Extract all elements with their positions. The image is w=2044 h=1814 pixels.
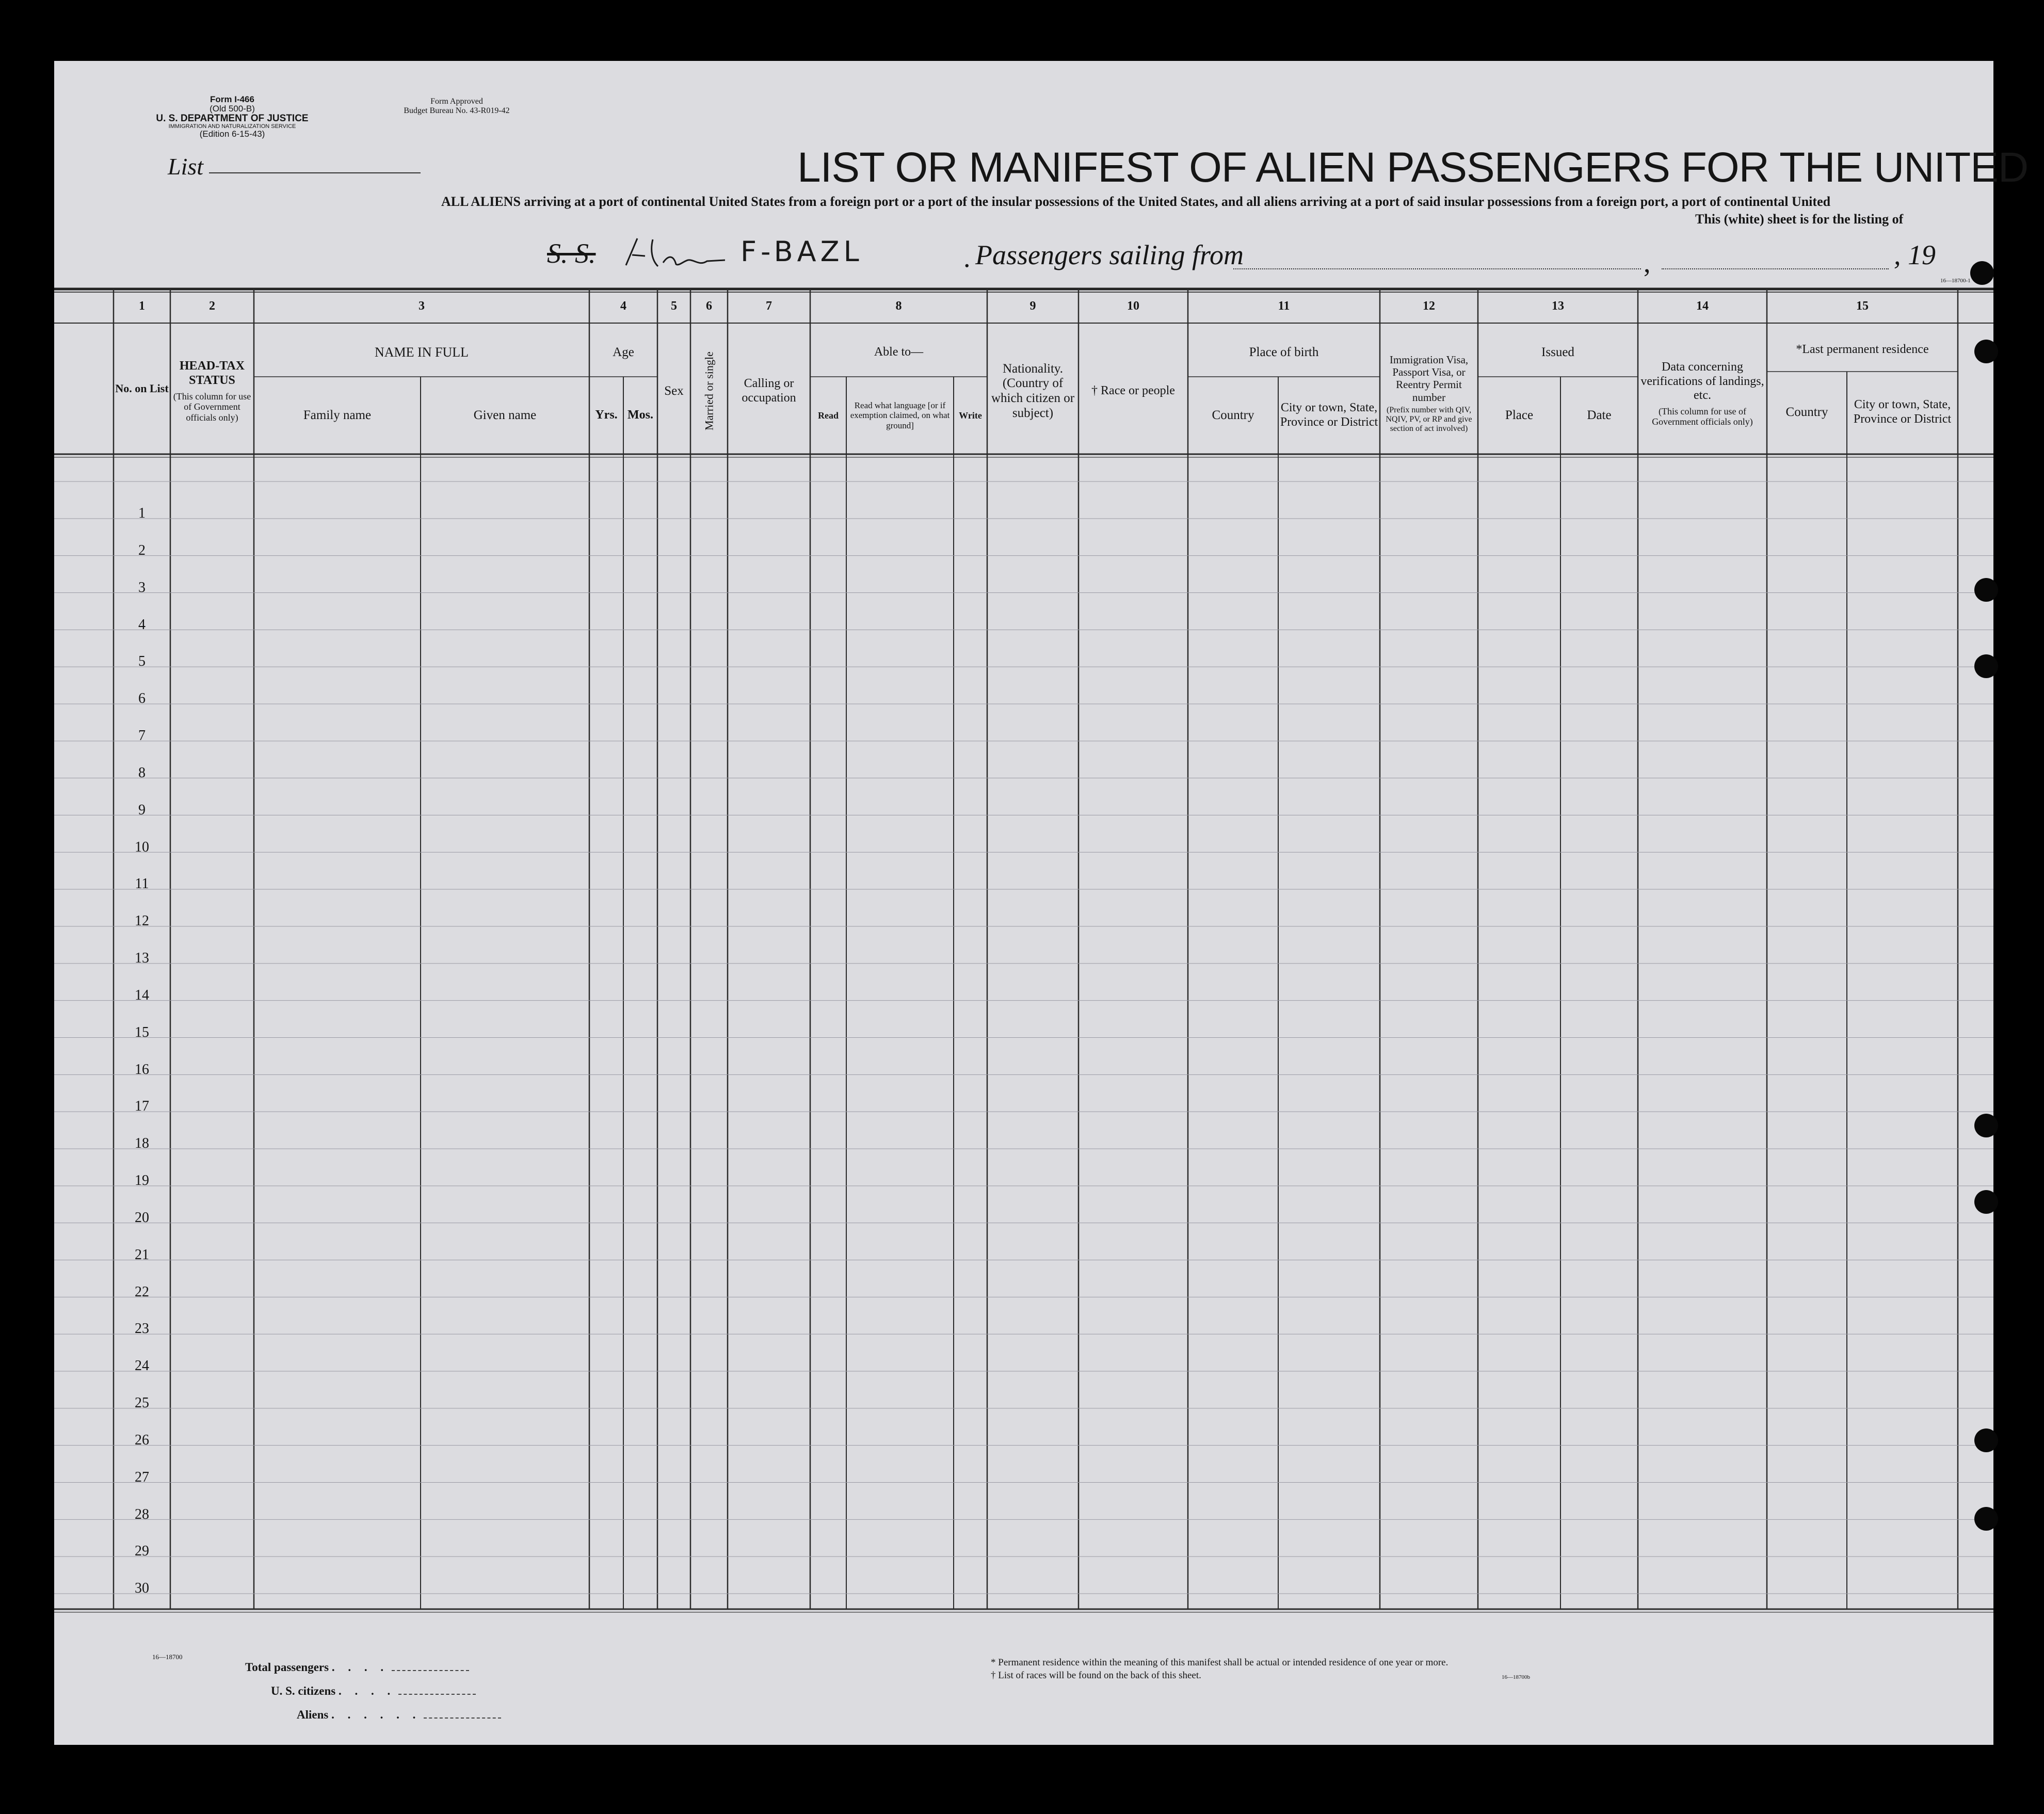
approved-label: Form Approved (430, 97, 483, 106)
us-citizens-row: U. S. citizens . . . . (245, 1679, 501, 1703)
col-mos: Mos. (627, 408, 653, 422)
binder-hole (1974, 578, 1998, 602)
column-number-3: 3 (419, 299, 425, 313)
ship-dot: . (963, 242, 971, 273)
row-number: 24 (135, 1358, 149, 1374)
binder-hole (1974, 1190, 1998, 1214)
agency-block (147, 95, 317, 139)
form-old: (Old 500-B) (210, 103, 255, 114)
comma: , (1644, 247, 1651, 278)
row-number: 30 (135, 1580, 149, 1597)
column-number-4: 4 (620, 299, 626, 313)
binder-hole (1974, 1114, 1998, 1137)
binder-hole (1974, 340, 1998, 363)
row-number: 22 (135, 1283, 149, 1300)
column-number-10: 10 (1127, 299, 1139, 313)
aliens-row: Aliens . . . . . . (245, 1703, 501, 1727)
total-passengers-row: Total passengers . . . . (245, 1656, 501, 1679)
column-number-8: 8 (895, 299, 902, 313)
row-number: 21 (135, 1246, 149, 1263)
column-number-14: 14 (1696, 299, 1709, 313)
col-read-language: Read what language [or if exemption claimed, on what ground] (850, 400, 950, 430)
department: U. S. DEPARTMENT OF JUSTICE (156, 113, 309, 124)
totals-block (245, 1656, 501, 1727)
visa-note: (Prefix number with QIV, NQIV, PV, or RP and give section of act involved) (1386, 405, 1472, 434)
row-number: 20 (135, 1209, 149, 1226)
row-number: 25 (135, 1395, 149, 1411)
column-number-6: 6 (706, 299, 712, 313)
column-number-13: 13 (1552, 299, 1564, 313)
row-number: 28 (135, 1506, 149, 1522)
row-number: 17 (135, 1098, 149, 1115)
year-field[interactable]: , 19 (1894, 239, 1936, 270)
col-birth-country: Country (1212, 408, 1254, 422)
page-title: LIST OR MANIFEST OF ALIEN PASSENGERS FOR THE UNITED (797, 144, 2029, 191)
col-issued: Issued (1541, 345, 1574, 359)
col-able-to: Able to— (874, 345, 924, 359)
col-name-in-full: NAME IN FULL (375, 345, 469, 360)
col-visa (1380, 334, 1478, 453)
service: IMMIGRATION AND NATURALIZATION SERVICE (168, 123, 296, 130)
total-passengers-field[interactable] (392, 1670, 469, 1671)
data-concerning-title: Data concerning verifications of landings, etc. (1640, 360, 1764, 403)
list-field[interactable] (209, 172, 421, 173)
note-residence: * Permanent residence within the meaning of this manifest shall be actual or intended residence of one year or more. (991, 1657, 1448, 1668)
col-sex: Sex (664, 383, 684, 398)
row-number: 3 (138, 579, 146, 596)
row-number: 14 (135, 987, 149, 1003)
row-number: 10 (135, 839, 149, 855)
footnotes (991, 1657, 1448, 1682)
head-tax-note: (This column for use of Government officials only) (173, 391, 251, 423)
note-races: † List of races will be found on the back of this sheet. (991, 1669, 1201, 1681)
row-number: 29 (135, 1543, 149, 1560)
row-number: 18 (135, 1135, 149, 1152)
binder-hole (1974, 654, 1998, 678)
row-number: 5 (138, 653, 146, 670)
aliens-field[interactable] (424, 1717, 501, 1719)
row-number: 1 (138, 505, 146, 522)
column-number-9: 9 (1029, 299, 1036, 313)
us-citizens-field[interactable] (398, 1694, 476, 1695)
head-tax-title: HEAD-TAX STATUS (179, 359, 245, 387)
married-label: Married or single (702, 351, 716, 431)
column-number-5: 5 (671, 299, 677, 313)
form-number: Form I-466 (210, 94, 254, 104)
date-field[interactable] (1662, 268, 1889, 269)
row-number: 19 (135, 1173, 149, 1189)
col-birth-city: City or town, State, Province or District (1280, 401, 1378, 429)
col-race: † Race or people (1091, 384, 1175, 398)
row-number: 7 (138, 728, 146, 744)
total-passengers-label: Total passengers (245, 1661, 329, 1674)
column-number-7: 7 (766, 299, 772, 313)
us-citizens-label: U. S. citizens (271, 1684, 336, 1697)
ship-name[interactable]: F-BAZL (741, 235, 863, 268)
column-number-15: 15 (1856, 299, 1869, 313)
col-issued-date: Date (1587, 408, 1612, 422)
col-family-name: Family name (303, 408, 372, 422)
row-number: 13 (135, 950, 149, 967)
print-code: 16—18700-1 (1940, 278, 1971, 284)
row-number: 12 (135, 913, 149, 929)
col-place-of-birth: Place of birth (1249, 345, 1319, 359)
col-yrs: Yrs. (595, 408, 618, 422)
year-prefix: 19 (1908, 239, 1936, 270)
aliens-label: Aliens (297, 1708, 329, 1721)
edition: (Edition 6-15-43) (199, 129, 265, 139)
visa-title: Immigration Visa, Passport Visa, or Reentry Permit number (1389, 354, 1469, 404)
col-read: Read (818, 410, 839, 421)
col-given-name: Given name (473, 408, 537, 422)
col-age: Age (613, 345, 634, 359)
col-data-concerning (1638, 334, 1767, 453)
col-res-country: Country (1785, 405, 1828, 419)
column-number-1: 1 (139, 299, 145, 313)
col-calling: Calling or occupation (742, 377, 796, 405)
column-number-2: 2 (209, 299, 215, 313)
row-number: 11 (135, 876, 149, 892)
binder-hole (1974, 1507, 1998, 1531)
form-code: 16—18700 (152, 1653, 183, 1661)
row-number: 9 (138, 801, 146, 818)
passengers-sailing-label (949, 239, 1244, 271)
col-head-tax (170, 329, 254, 453)
passengers-sailing-text: Passengers sailing from (975, 239, 1244, 270)
row-number: 2 (138, 542, 146, 558)
page-subtitle: ALL ALIENS arriving at a port of continental United States from a foreign port or a port of the insular possessions of the United States, and all aliens arriving at a port of said insular possessions from a foreign port, a port of continental United (441, 194, 1831, 209)
approval-block (384, 97, 529, 115)
col-res-city: City or town, State, Province or District (1853, 398, 1952, 426)
row-number: 15 (135, 1024, 149, 1040)
col-issued-place: Place (1505, 408, 1534, 422)
row-number: 6 (138, 691, 146, 707)
column-number-12: 12 (1423, 299, 1435, 313)
column-number-11: 11 (1278, 299, 1290, 313)
binder-hole (1970, 261, 1994, 285)
col-nationality: Nationality. (Country of which citizen or subject) (991, 361, 1075, 420)
row-number: 23 (135, 1321, 149, 1337)
manifest-sheet (54, 61, 2029, 1745)
row-number: 26 (135, 1432, 149, 1448)
row-number: 8 (138, 764, 146, 781)
col-write: Write (959, 410, 982, 421)
col-no-on-list: No. on List (115, 382, 169, 395)
list-label: List (168, 153, 204, 180)
data-concerning-note: (This column for use of Government officials only) (1652, 406, 1753, 427)
budget-number: Budget Bureau No. 43-R019-42 (404, 106, 510, 115)
row-number: 27 (135, 1469, 149, 1485)
row-number: 16 (135, 1061, 149, 1078)
footer-code: 16—18700b (1502, 1674, 1530, 1680)
port-field[interactable] (1233, 268, 1641, 269)
col-last-residence: *Last permanent residence (1796, 343, 1929, 357)
table-grid (54, 61, 1993, 1745)
ss-label: S. S. (547, 238, 596, 269)
col-married (690, 329, 728, 453)
row-number: 4 (138, 616, 146, 633)
page-subtitle-2: This (white) sheet is for the listing of (1695, 212, 1904, 227)
binder-hole (1974, 1428, 1998, 1452)
